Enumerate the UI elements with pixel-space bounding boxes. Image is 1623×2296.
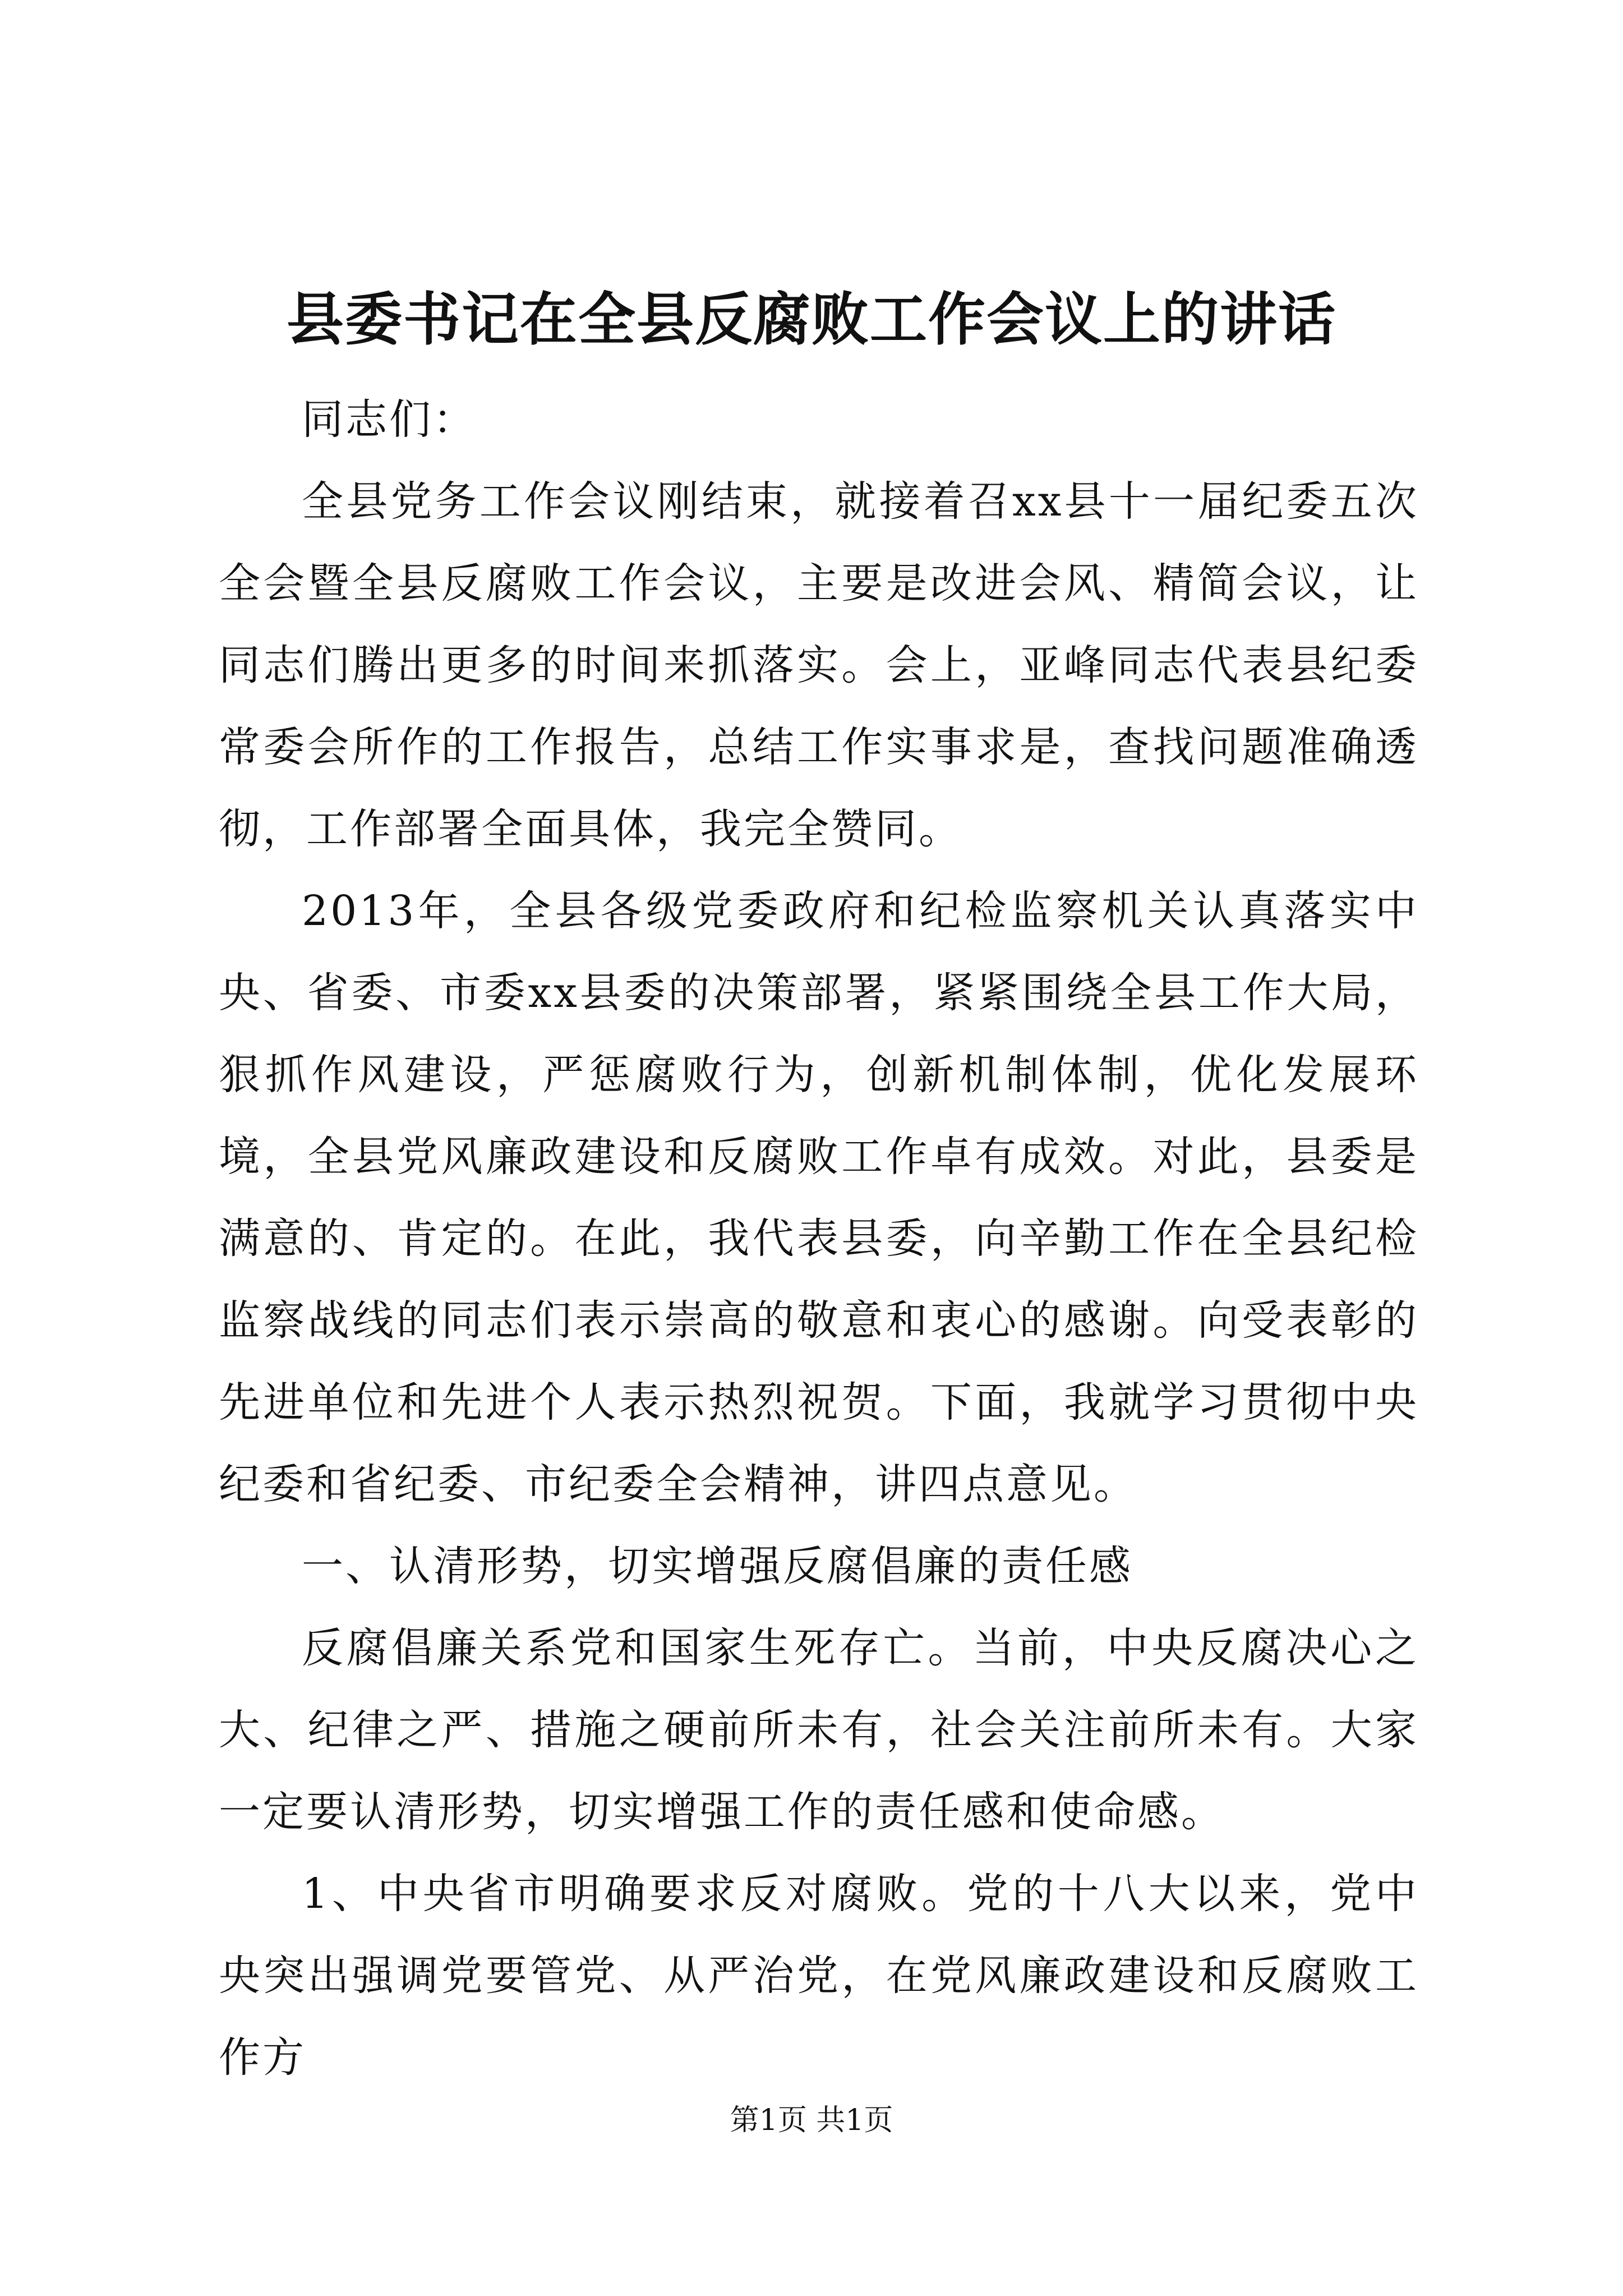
document-title: 县委书记在全县反腐败工作会议上的讲话	[287, 286, 1336, 353]
paragraph-point-1: 1、中央省市明确要求反对腐败。党的十八大以来，党中央突出强调党要管党、从严治党，在党风廉政建设和反腐败工作方	[219, 1870, 1419, 2082]
document-body	[219, 379, 1419, 2099]
section-heading-1: 一、认清形势，切实增强反腐倡廉的责任感	[302, 1542, 1133, 1590]
paragraph-review-2013: 2013年，全县各级党委政府和纪检监察机关认真落实中央、省委、市委xx县委的决策部署，紧紧围绕全县工作大局，狠抓作风建设，严惩腐败行为，创新机制体制，优化发展环境，全县党风廉政建设和反腐败工作卓有成效。对此，县委是满意的、肯定的。在此，我代表县委，向辛勤工作在全县纪检监察战线的同志们表示崇高的敬意和衷心的感谢。向受表彰的先进单位和先进个人表示热烈祝贺。下面，我就学习贯彻中央纪委和省纪委、市纪委全会精神，讲四点意见。	[219, 887, 1419, 1508]
paragraph-salutation: 同志们：	[302, 395, 477, 444]
paragraph-situation: 反腐倡廉关系党和国家生死存亡。当前，中央反腐决心之大、纪律之严、措施之硬前所未有，社会关注前所未有。大家一定要认清形势，切实增强工作的责任感和使命感。	[219, 1624, 1419, 1836]
paragraph-opening: 全县党务工作会议刚结束，就接着召xx县十一届纪委五次全会暨全县反腐败工作会议，主要是改进会风、精简会议，让同志们腾出更多的时间来抓落实。会上，亚峰同志代表县纪委常委会所作的工作报告，总结工作实事求是，查找问题准确透彻，工作部署全面具体，我完全赞同。	[219, 477, 1419, 853]
page-number-footer: 第1页 共1页	[730, 2104, 893, 2137]
